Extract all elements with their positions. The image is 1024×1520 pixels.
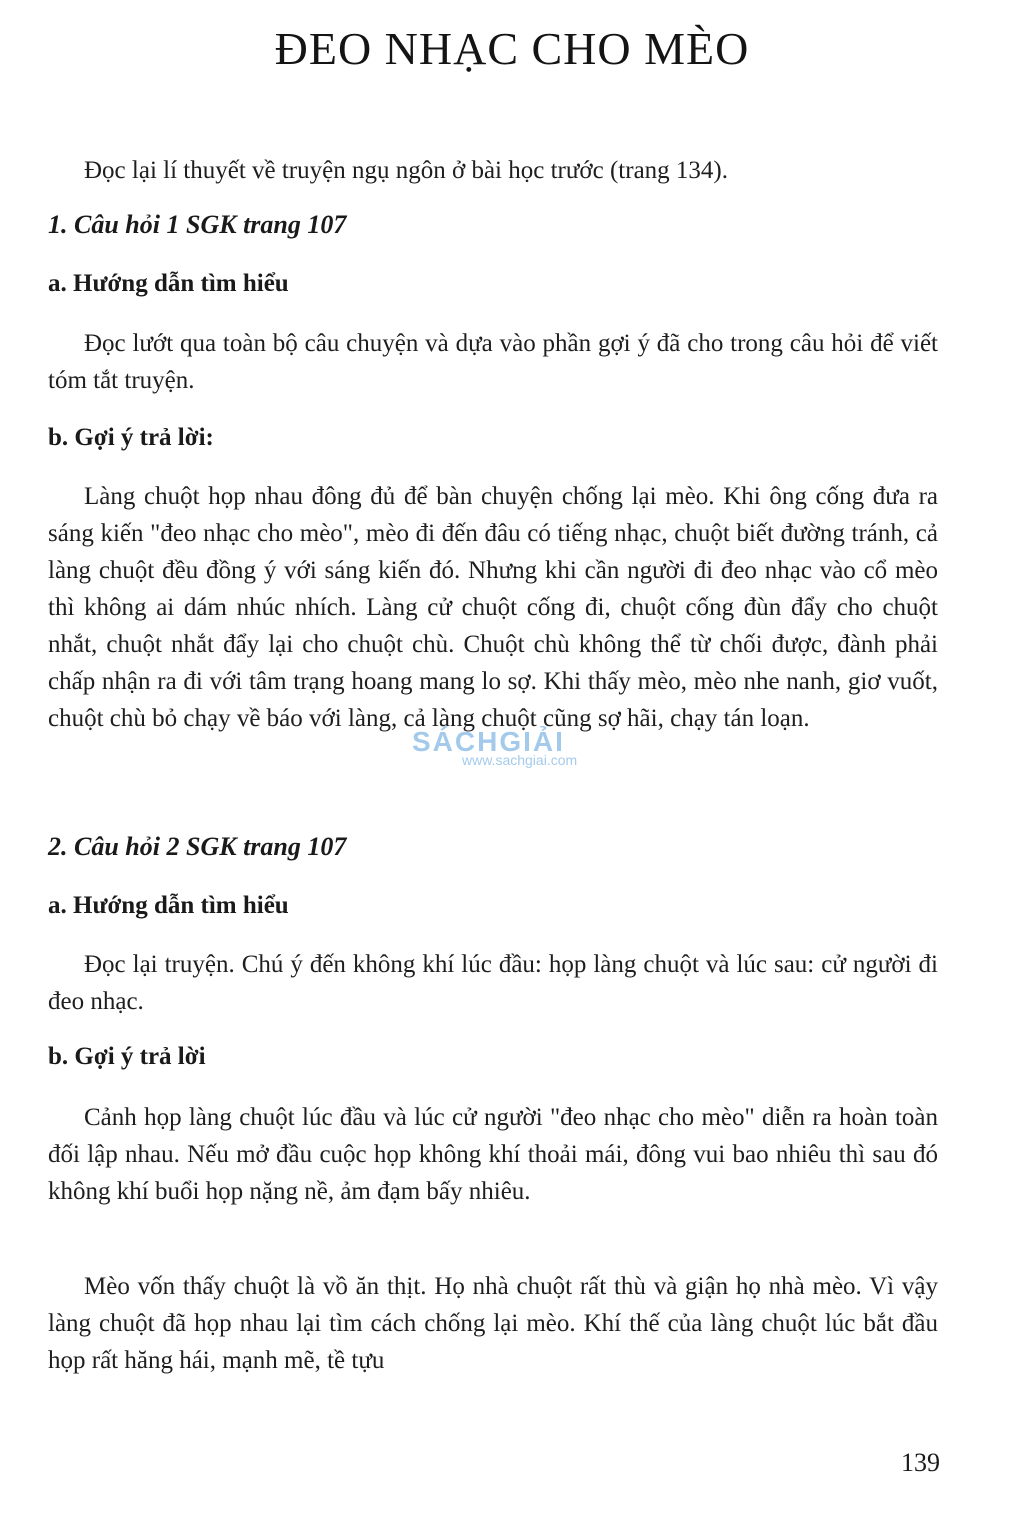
question-2-guide-heading: a. Hướng dẫn tìm hiểu (48, 892, 289, 919)
page-title: ĐEO NHẠC CHO MÈO (274, 23, 750, 74)
watermark-text: SÁCHGIẢI (412, 726, 565, 757)
question-1-answer-text: Làng chuột họp nhau đông đủ để bàn chuyện chống lại mèo. Khi ông cống đưa ra sáng kiến "đeo nhạc cho mèo", mèo đi đến đâu có tiếng nhạc, chuột biết đường tránh, cả làng chuột đều đồng ý với sáng kiến đó. Nhưng khi cần người đi đeo nhạc vào cổ mèo thì không ai dám nhúc nhích. Làng cử chuột cống đi, chuột cống đùn đẩy cho chuột nhắt, chuột nhắt đẩy lại cho chuột chù. Chuột chù không thể từ chối được, đành phải chấp nhận ra đi với tâm trạng hoang mang lo sợ. Khi thấy mèo, mèo nhe nanh, giơ vuốt, chuột chù bỏ chạy về báo với làng, cả làng chuột cũng sợ hãi, chạy tán loạn. (48, 483, 938, 732)
question-2-answer-text-2: Mèo vốn thấy chuột là vồ ăn thịt. Họ nhà chuột rất thù và giận họ nhà mèo. Vì vậy làng chuột đã họp nhau lại tìm cách chống lại mèo. Khí thế của làng chuột lúc bắt đầu họp rất hăng hái, mạnh mẽ, tề tựu (48, 1273, 938, 1374)
watermark-url: www.sachgiai.com (462, 752, 578, 768)
question-1-heading: 1. Câu hỏi 1 SGK trang 107 (48, 210, 347, 239)
question-2-guide-text: Đọc lại truyện. Chú ý đến không khí lúc đầu: họp làng chuột và lúc sau: cử người đi đeo nhạc. (48, 951, 938, 1015)
question-2-answer-text-1: Cảnh họp làng chuột lúc đầu và lúc cử người "đeo nhạc cho mèo" diễn ra hoàn toàn đối lập nhau. Nếu mở đầu cuộc họp không khí thoải mái, đông vui bao nhiêu thì sau đó không khí buổi họp nặng nề, ảm đạm bấy nhiêu. (48, 1104, 938, 1205)
question-2-heading: 2. Câu hỏi 2 SGK trang 107 (48, 832, 347, 861)
question-1-guide-text: Đọc lướt qua toàn bộ câu chuyện và dựa vào phần gợi ý đã cho trong câu hỏi để viết tóm tắt truyện. (48, 330, 938, 394)
question-1-guide-heading: a. Hướng dẫn tìm hiểu (48, 270, 289, 297)
intro-paragraph: Đọc lại lí thuyết về truyện ngụ ngôn ở bài học trước (trang 134). (84, 157, 728, 184)
page-number: 139 (901, 1448, 940, 1477)
question-2-answer-heading: b. Gợi ý trả lời (48, 1043, 206, 1070)
question-1-answer-heading: b. Gợi ý trả lời: (48, 424, 214, 451)
